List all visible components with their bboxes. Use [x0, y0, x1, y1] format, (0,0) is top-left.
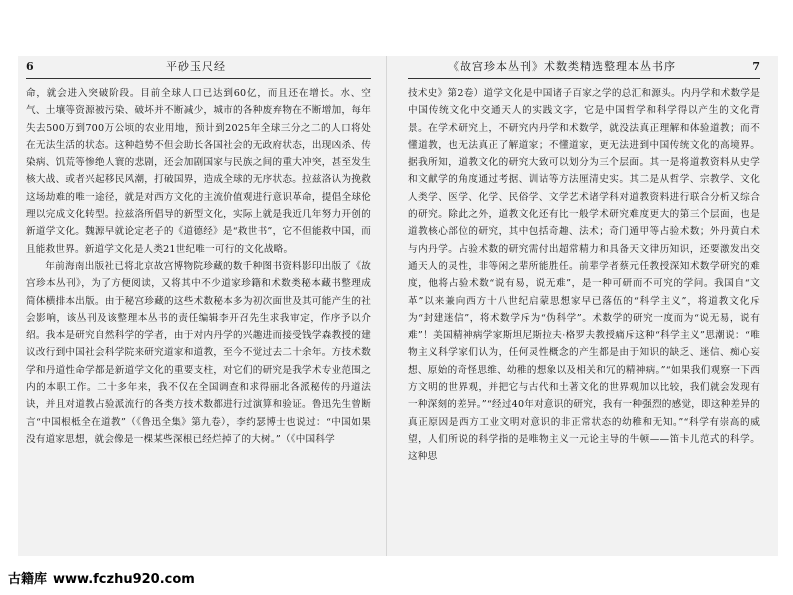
left-page — [26, 58, 371, 548]
right-page-number: 7 — [752, 60, 760, 73]
right-running-title: 《故宫珍本丛刊》术数类精选整理本丛书序 — [448, 60, 676, 73]
right-header-rule — [408, 78, 760, 79]
left-paragraph-1: 命，就会进入突破阶段。目前全球人口已达到60亿，而且还在增长。水、空气、土壤等资源被污染、破坏并不断减少，城市的各种废弃物在不断增加，每年失去500万到700万公顷的农业用地，预计到2025年全球三分之二的人口将处在无法生活的状态。这种趋势不但会助长各国社会的无政府状态，出现凶杀、传染病、饥荒等惨绝人寰的悲剧，还会加剧国家与民族之间的重大冲突，甚至发生核大战、或者兴起移民风潮，打破国界，造成全球的无序状态。拉兹洛认为挽救这场劫难的唯一途径，就是对西方文化的主流价值观进行意识革命，提倡全球伦理以完成文化转型。拉兹洛所倡导的新型文化，实际上就是我近几年努力开创的新道学文化。魏源早就论定老子的《道德经》是“救世书”，它不但能救中国，而且能救世界。新道学文化是人类21世纪唯一可行的文化战略。 — [26, 88, 371, 255]
right-page — [408, 58, 760, 548]
right-paragraph-1: 技术史》第2卷）道学文化是中国诸子百家之学的总汇和源头。内丹学和术数学是中国传统文化中交通天人的实践文字，它是中国哲学和科学得以产生的文化背景。在学术研究上，不研究内丹学和术数学，就没法真正理解和体验道教；而不懂道教，也无法真正了解道家；不懂道家，更无法进到中国传统文化的高境界。据我所知，道教文化的研究大致可以划分为三个层面。其一是将道教资料从史学和文献学的角度通过考据、训诂等方法厘清史实。其二是从哲学、宗教学、文化人类学、医学、化学、民俗学、文学艺术诸学科对道教资料进行联合分析又综合的研究。除此之外，道教文化还有比一般学术研究难度更大的第三个层面，也是道教核心部位的研究，其中包括奇趣、法术；奇门遁甲等占验术数；外丹黄白术与内丹学。占验术数的研究需付出超常精力和具备天文律历知识，还要激发出交通天人的灵性，非等闲之辈所能胜任。前辈学者蔡元任教授深知术数学研究的难度，他将占验术数“说有易，说无难”，是一种可研而不可究的学问。我国自“文革”以来兼向西方十八世纪启蒙思想家早已落伍的“科学主义”，将道教文化斥为“封建迷信”，将术数学斥为“伪科学”。术数学的研究一度而为“说无易，说有难”！美国精神病学家斯坦尼斯拉夫·格罗夫教授痛斥这种“科学主义”思潮说：“唯物主义科学家们认为，任何灵性概念的产生都是由于知识的缺乏、迷信、痴心妄想、原始的奇怪思维、幼稚的想象以及相关和冗的精神病。”“如果我们观察一下西方文明的世界观，并把它与古代和土著文化的世界观加以比较，我们就会发现有一种深刻的差异。”“经过40年对意识的研究，我有一种强烈的感觉，即这种差异的真正原因是西方工业文明对意识的非正常状态的幼稚和无知。”“科学有崇高的威望，人们所说的科学指的是唯物主义一元论主导的牛顿——笛卡儿范式的科学。这种思 — [408, 88, 760, 463]
footer-brand: 古籍库 — [8, 572, 48, 587]
left-paragraph-2: 年前海南出版社已将北京故宫博物院珍藏的数千种图书资料影印出版了《故宫珍本丛刊》，为了方便阅读，又将其中不少道家珍籍和术数类秘本藏书整理成简体横排本出版。由于秘宫珍藏的这些术数秘本多为初次面世及其可能产生的社会影响，该丛刊及该整理本丛书的责任编辑李开召先生求我审定，作序予以介绍。我本是研究自然科学的学者，由于对内丹学的兴趣进而接受钱学森教授的建议改行到中国社会科学院来研究道家和道教，至今不觉过去二十余年。方技术数学和丹道性命学都是新道学文化的重要支柱，对它们的研究是我学术专业范围之内的本职工作。二十多年来，我不仅在全国调查和求得丽北各派秘传的丹道法诀，并且对道教占验派流行的各类方技术数都进行过演算和验证。鲁迅先生曾断言“中国根柢全在道教”（《鲁迅全集》第九卷），李约瑟博士也说过：“中国如果没有道家思想，就会像是一棵某些深根已经烂掉了的大树。”（《中国科学 — [26, 260, 371, 445]
footer-site-url[interactable]: www.fczhu920.com — [53, 572, 195, 587]
left-page-body — [26, 85, 371, 448]
right-page-header — [408, 58, 760, 76]
right-page-body — [408, 85, 760, 466]
left-page-header — [26, 58, 371, 76]
left-page-number: 6 — [26, 60, 34, 73]
book-gutter — [386, 56, 387, 556]
site-footer — [8, 568, 195, 587]
left-header-rule — [26, 78, 371, 79]
left-running-title: 平砂玉尺经 — [166, 60, 226, 73]
